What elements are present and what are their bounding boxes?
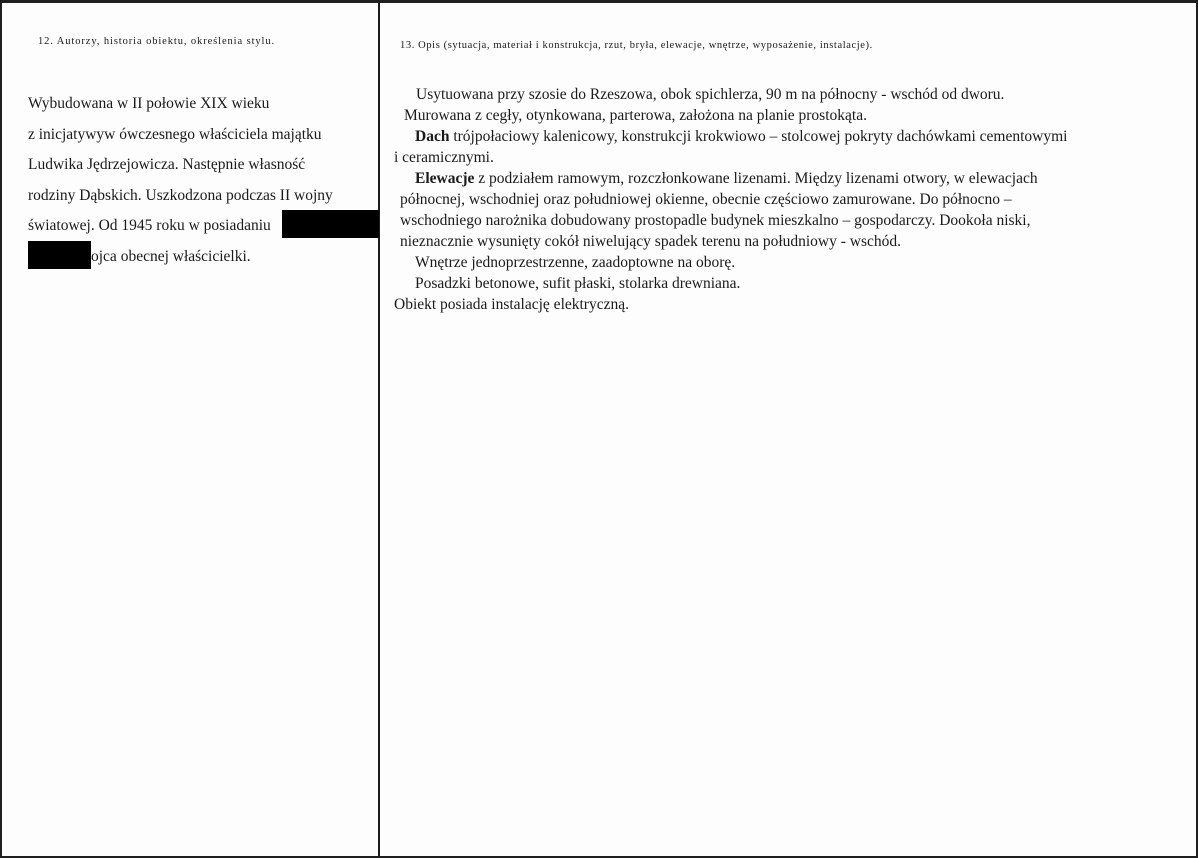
dach-label: Dach <box>415 128 450 145</box>
description-line: Usytuowana przy szosie do Rzeszowa, obok spichlerza, 90 m na północny - wschód od dworu. <box>416 86 1005 103</box>
description-line: Murowana z cegły, otynkowana, parterowa, założona na planie prostokąta. <box>404 107 867 124</box>
column-divider <box>378 3 380 856</box>
description-line: Posadzki betonowe, sufit płaski, stolarka drewniana. <box>415 275 741 292</box>
history-line: światowej. Od 1945 roku w posiadaniu <box>28 217 271 234</box>
history-line: rodziny Dąbskich. Uszkodzona podczas II wojny <box>28 186 333 204</box>
redaction-block <box>282 210 379 238</box>
history-line: ojca obecnej właścicielki. <box>91 247 251 265</box>
description-line <box>394 168 1184 189</box>
description-line: Obiekt posiada instalację elektryczną. <box>394 296 629 313</box>
elewacje-label: Elewacje <box>415 170 475 187</box>
description-text <box>394 84 1184 315</box>
description-line: Wnętrze jednoprzestrzenne, zaadoptowne na oborę. <box>415 254 736 271</box>
history-line: z inicjatywyw ówczesnego właściciela majątku <box>28 125 322 143</box>
section-12-heading: 12. Autorzy, historia obiektu, określenia stylu. <box>38 36 276 47</box>
description-line <box>394 126 1184 147</box>
description-line: północnej, wschodniej oraz południowej okienne, obecnie częściowo zamurowane. Do północno – <box>400 191 1012 208</box>
description-line: wschodniego narożnika dobudowany prostopadle budynek mieszkalno – gospodarczy. Dookoła niski, <box>400 212 1031 229</box>
history-line: Ludwika Jędrzejowicza. Następnie własność <box>28 156 306 173</box>
history-line: Wybudowana w II połowie XIX wieku <box>28 95 270 112</box>
redaction-block <box>28 241 91 269</box>
dach-text: trójpołaciowy kalenicowy, konstrukcji krokwiowo – stolcowej pokryty dachówkami cementowymi <box>449 128 1068 145</box>
elewacje-text: z podziałem ramowym, rozczłonkowane lizenami. Między lizenami otwory, w elewacjach <box>474 170 1038 187</box>
description-line: nieznacznie wysunięty cokół niwelujący spadek terenu na południowy - wschód. <box>400 233 902 250</box>
section-13-heading: 13. Opis (sytuacja, materiał i konstrukcja, rzut, bryła, elewacje, wnętrze, wyposażenie, instalacje). <box>400 40 873 51</box>
description-line: i ceramicznymi. <box>394 149 494 166</box>
